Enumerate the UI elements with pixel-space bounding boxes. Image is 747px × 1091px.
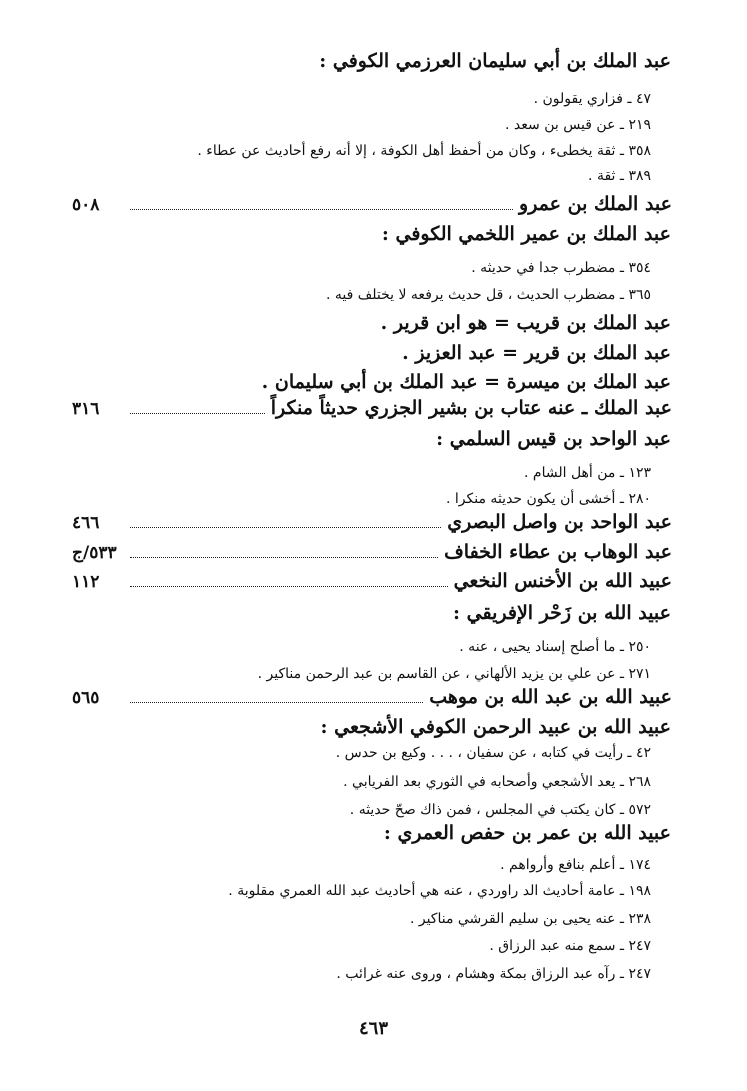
page-reference: ٣١٦ <box>72 399 100 419</box>
entry-item: ٢٤٧ ـ سمع منه عبد الرزاق . <box>489 938 651 954</box>
entry-heading: عبيد الله بن زَحْر الإفريقي : <box>453 602 671 624</box>
entry-item: ١٢٣ ـ من أهل الشام . <box>524 465 651 481</box>
entry-heading: عبيد الله بن عبيد الرحمن الكوفي الأشجعي : <box>320 716 671 738</box>
entry-heading: عبيد الله بن عبد الله بن موهب <box>429 686 672 708</box>
entry-heading: عبد الملك بن قريب = هو ابن قرير . <box>380 312 671 334</box>
entry-heading: عبيد الله بن الأخنس النخعي <box>453 570 672 592</box>
entry-heading: عبد الواحد بن واصل البصري <box>447 511 672 533</box>
entry-item: ٣٦٥ ـ مضطرب الحديث ، قل حديث يرفعه لا يختلف فيه . <box>325 287 651 303</box>
dot-leader <box>130 586 448 587</box>
entry-item: ٢٣٨ ـ عنه يحيى بن سليم القرشي مناكير . <box>409 911 651 927</box>
index-reference-line <box>72 195 672 214</box>
page-number: ٤٦٣ <box>358 1018 388 1039</box>
entry-item: ٢٧١ ـ عن علي بن يزيد الألهاني ، عن القاسم بن عبد الرحمن مناكير . <box>257 666 651 682</box>
page-reference: ٥٠٨ <box>72 195 100 215</box>
entry-item: ٣٥٤ ـ مضطرب جدا في حديثه . <box>471 260 651 276</box>
entry-heading: عبد الملك بن عمرو <box>519 193 672 215</box>
entry-heading: عبد الملك ـ عنه عتاب بن بشير الجزري حديثاً منكراً <box>270 397 672 419</box>
entry-heading: عبد الواحد بن قيس السلمي : <box>436 428 671 450</box>
index-reference-line <box>72 572 672 591</box>
entry-item: ١٧٤ ـ أعلم بنافع وأرواهم . <box>500 857 651 873</box>
entry-item: ٣٥٨ ـ ثقة يخطىء ، وكان من أحفظ أهل الكوفة ، إلا أنه رفع أحاديث عن عطاء . <box>197 143 651 159</box>
page-reference: ٥٣٣/ج <box>72 543 117 563</box>
entry-heading: عبد الملك بن عمير اللخمي الكوفي : <box>381 223 671 245</box>
index-reference-line <box>72 688 672 707</box>
dot-leader <box>130 527 441 528</box>
entry-item: ٢١٩ ـ عن قيس بن سعد . <box>505 117 651 133</box>
entry-heading: عبد الملك بن قرير = عبد العزيز . <box>402 342 671 364</box>
page-reference: ٥٦٥ <box>72 688 100 708</box>
page-reference: ٤٦٦ <box>72 513 100 533</box>
entry-item: ٢٤٧ ـ رآه عبد الرزاق بمكة وهشام ، وروى عنه غرائب . <box>336 966 651 982</box>
dot-leader <box>130 557 438 558</box>
entry-item: ٢٥٠ ـ ما أصلح إسناد يحيى ، عنه . <box>459 639 651 655</box>
dot-leader <box>130 209 513 210</box>
dot-leader <box>130 702 423 703</box>
entry-item: ١٩٨ ـ عامة أحاديث الد راوردي ، عنه هي أحاديث عبد الله العمري مقلوبة . <box>228 883 651 899</box>
entry-item: ٤٧ ـ فزاري يقولون . <box>533 91 651 107</box>
index-reference-line <box>72 399 672 418</box>
entry-item: ٥٧٢ ـ كان يكتب في المجلس ، فمن ذاك صحّ حديثه . <box>349 802 651 818</box>
index-reference-line <box>72 513 672 532</box>
entry-heading: عبد الوهاب بن عطاء الخفاف <box>444 541 672 563</box>
entry-item: ٣٨٩ ـ ثقة . <box>588 168 651 184</box>
entry-heading: عبيد الله بن عمر بن حفص العمري : <box>383 822 671 844</box>
dot-leader <box>130 413 265 414</box>
entry-heading: عبد الملك بن ميسرة = عبد الملك بن أبي سليمان . <box>261 371 671 393</box>
index-reference-line <box>72 543 672 562</box>
entry-item: ٤٢ ـ رأيت في كتابه ، عن سفيان ، . . . وكيع بن حدس . <box>335 745 651 761</box>
entry-item: ٢٦٨ ـ يعد الأشجعي وأصحابه في الثوري بعد الفريابي . <box>343 774 651 790</box>
entry-heading: عبد الملك بن أبي سليمان العرزمي الكوفي : <box>319 50 671 72</box>
page-reference: ١١٢ <box>72 572 100 592</box>
entry-item: ٢٨٠ ـ أخشى أن يكون حديثه منكرا . <box>446 491 651 507</box>
